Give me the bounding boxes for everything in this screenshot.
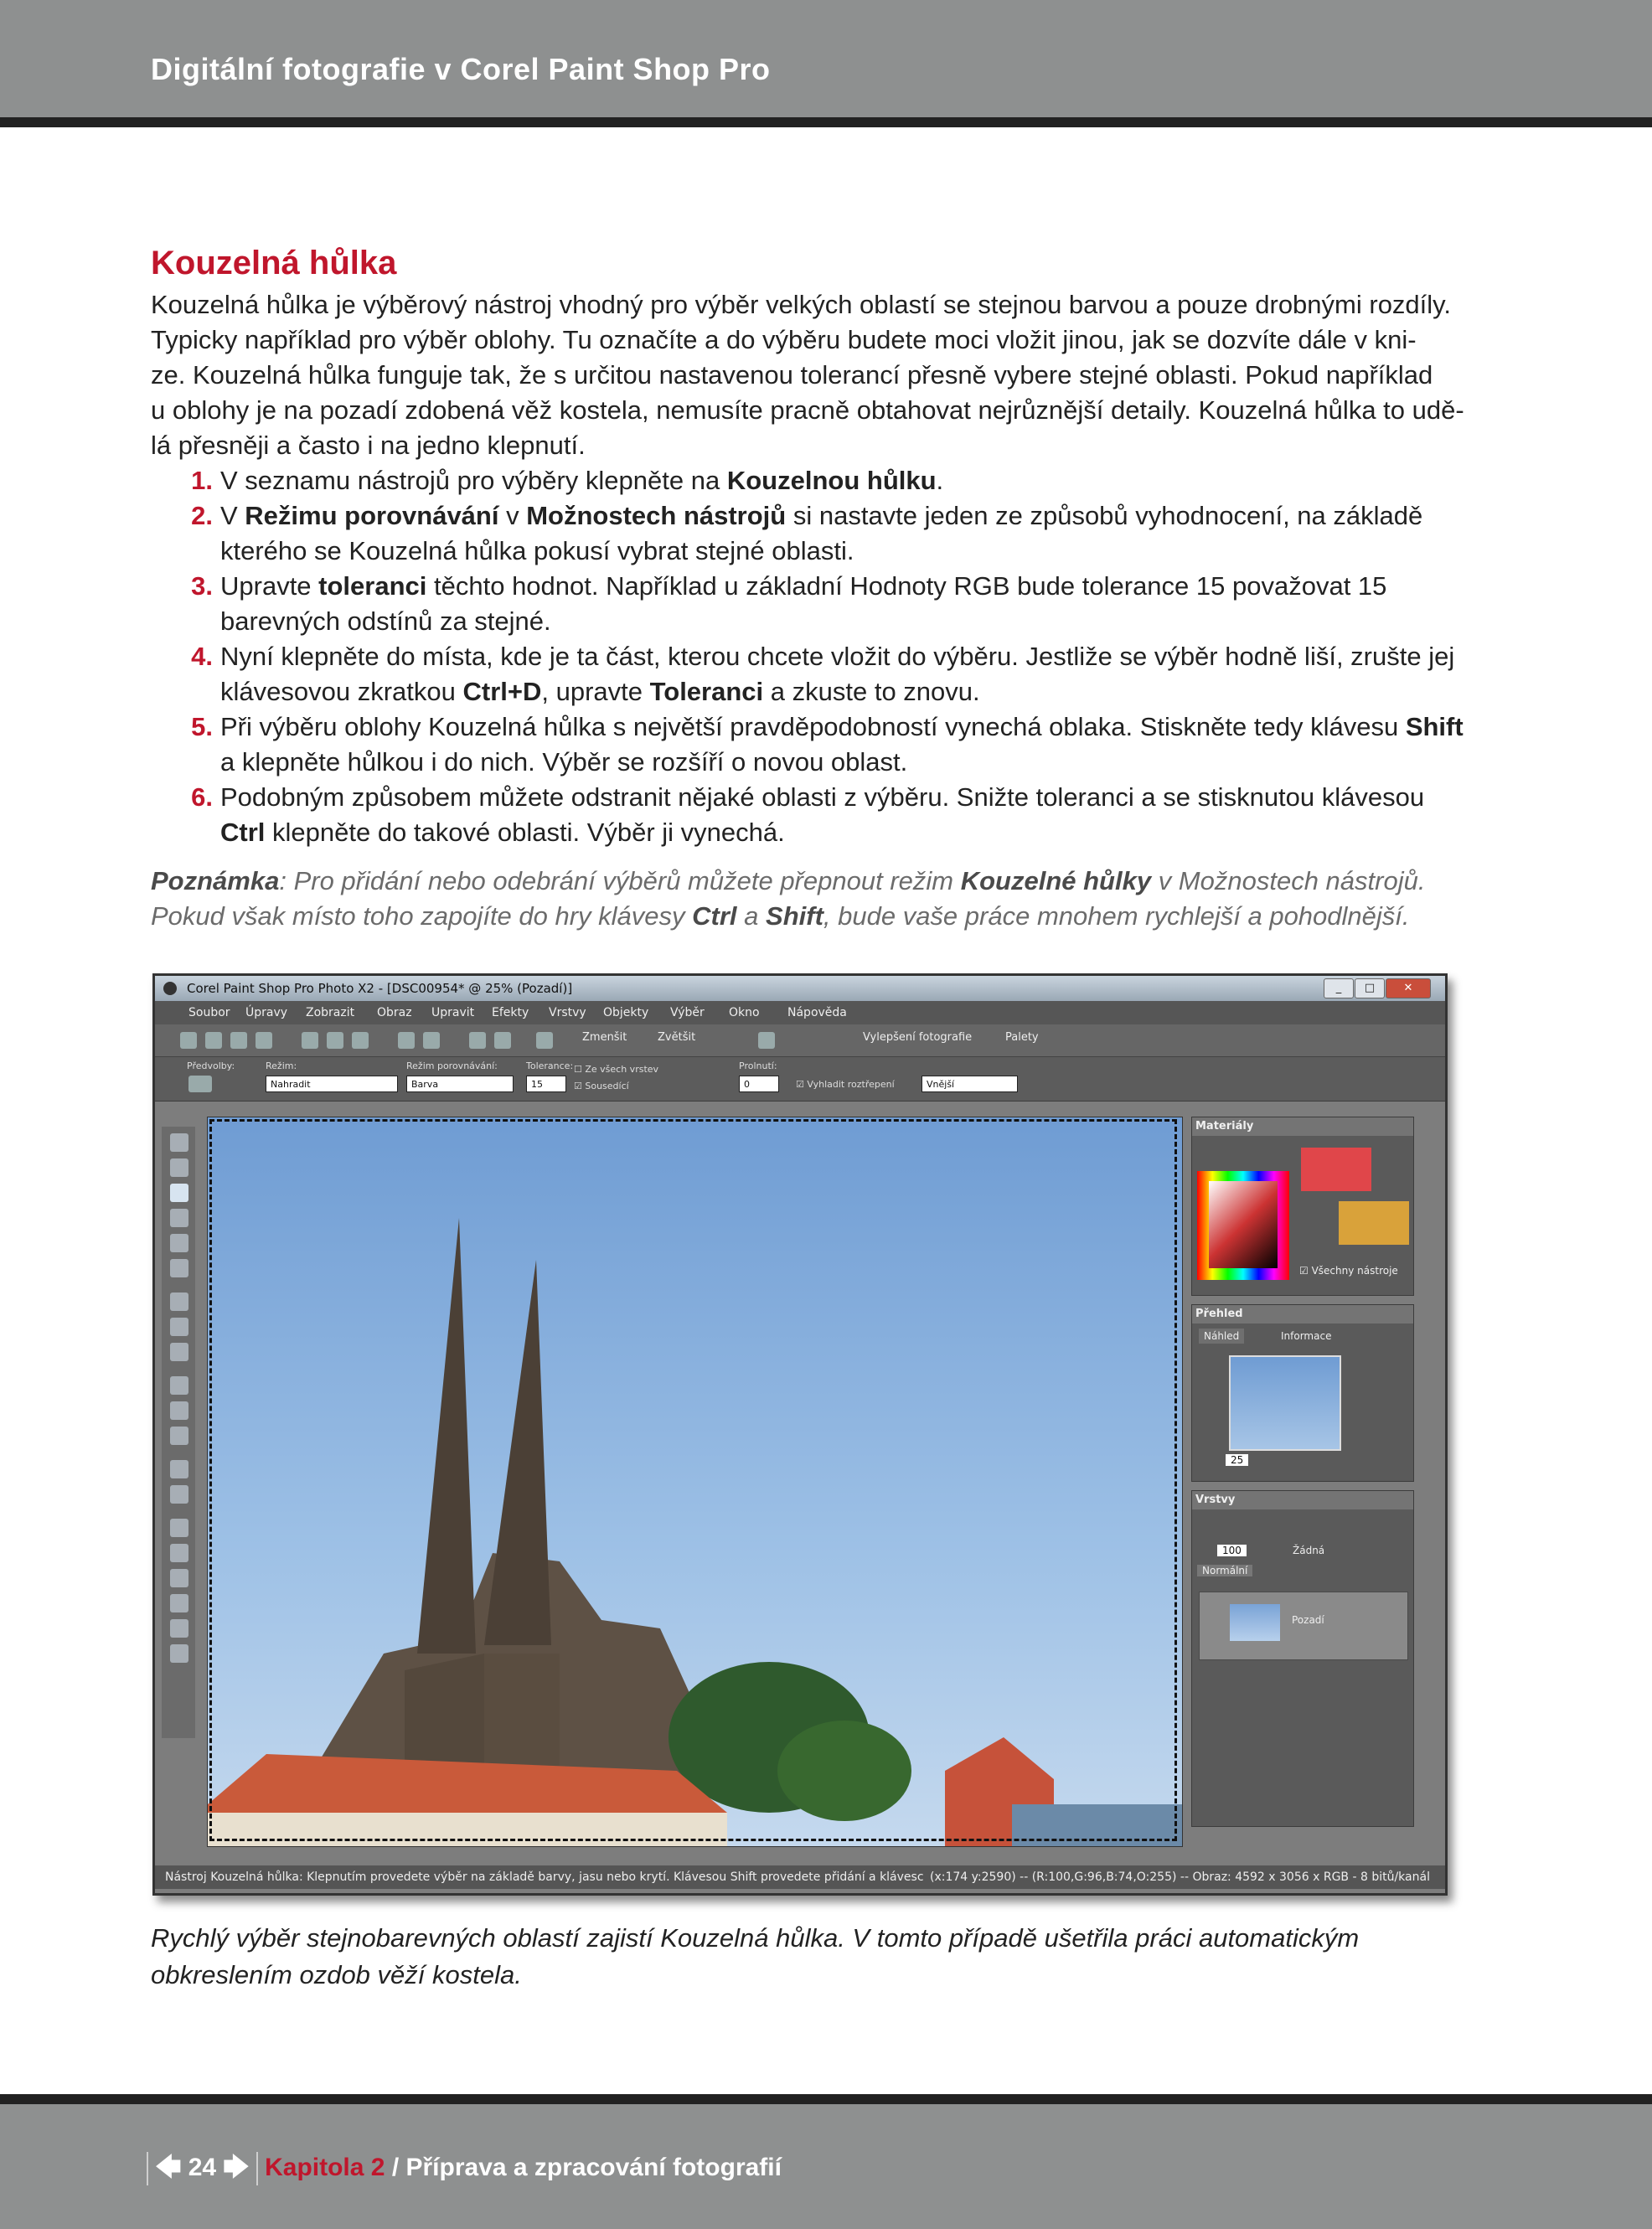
pan-tool-icon[interactable] [170, 1133, 188, 1152]
all-layers-checkbox[interactable]: ☐ Ze všech vrstev [574, 1064, 659, 1075]
step-keyword: Možnostech nástrojů [526, 501, 787, 530]
caption-line: obkreslením ozdob věží kostela. [151, 1960, 522, 1989]
footer-divider [147, 2152, 148, 2185]
status-coordinates: (x:174 y:2590) -- (R:100,G:96,B:74,O:255) -- Obraz: 4592 x 3056 x RGB - 8 bitů/kanál [930, 1870, 1430, 1884]
step-keyword: Ctrl+D [462, 677, 542, 706]
book-title: Digitální fotografie v Corel Paint Shop Pro [151, 52, 771, 86]
step-item [151, 463, 1508, 498]
new-file-icon[interactable] [180, 1032, 197, 1049]
materials-title: Materiály [1192, 1117, 1413, 1136]
menu-item[interactable]: Zobrazit [306, 1006, 355, 1019]
deform-tool-icon[interactable] [170, 1644, 188, 1663]
mode-label: Režim: [266, 1060, 297, 1071]
close-icon[interactable]: ✕ [1386, 978, 1431, 998]
minimize-icon[interactable]: _ [1324, 978, 1354, 998]
section-heading: Kouzelná hůlka [151, 245, 397, 281]
intro-line: Typicky například pro výběr oblohy. Tu označíte a do výběru budete moci vložit jinou, jak se dozvíte dále v kni- [151, 325, 1417, 354]
step-text: si nastavte jeden ze způsobů vyhodnocení, na základě [786, 501, 1423, 530]
header-rule [0, 117, 1652, 127]
contiguous-checkbox[interactable]: ☑ Sousedící [574, 1081, 629, 1091]
status-bar [155, 1865, 1445, 1889]
note-text: , bude vaše práce mnohem rychlejší a pohodlnější. [823, 901, 1410, 931]
step-text: V seznamu nástrojů pro výběry klepněte na [220, 466, 727, 495]
intro-line: u oblohy je na pozadí zdobená věž kostela, nemusíte pracně obtahovat nejrůznější detaily. Kouzelná hůlka to udě- [151, 395, 1464, 425]
note-text: : Pro přidání nebo odebrání výběrů můžete přepnout režim [279, 866, 961, 895]
open-icon[interactable] [205, 1032, 222, 1049]
red-eye-tool-icon[interactable] [170, 1293, 188, 1311]
footer-divider [256, 2152, 258, 2185]
pen-tool-icon[interactable] [170, 1594, 188, 1612]
note-text: a [736, 901, 767, 931]
step-text: Podobným způsobem můžete odstranit nějaké oblasti z výběru. Snižte toleranci a se stisknutou klávesou [220, 782, 1425, 812]
fill-tool-icon[interactable] [170, 1485, 188, 1504]
menu-item[interactable]: Výběr [670, 1006, 705, 1019]
window-titlebar [155, 976, 1445, 1001]
step-text: Nyní klepněte do místa, kde je ta část, kterou chcete vložit do výběru. Jestliže se výběr hodně liší, zrušte jej [220, 642, 1455, 671]
image-canvas[interactable] [207, 1117, 1183, 1847]
match-mode-select[interactable]: Barva [406, 1076, 514, 1092]
menu-item[interactable]: Efekty [492, 1006, 529, 1019]
step-text: , upravte [541, 677, 650, 706]
selection-marquee [209, 1119, 1177, 1841]
note-keyword: Kouzelné hůlky [960, 866, 1152, 895]
intro-line: ze. Kouzelná hůlka funguje tak, že s určitou nastavenou tolerancí přesně vybere stejné oblasti. Pokud například [151, 360, 1433, 390]
menu-item[interactable]: Nápověda [787, 1006, 847, 1019]
all-tools-label: Všechny nástroje [1311, 1265, 1398, 1277]
eraser-tool-icon[interactable] [170, 1460, 188, 1478]
step-text: a zkuste to znovu. [763, 677, 980, 706]
color-picker-square[interactable] [1209, 1181, 1278, 1268]
paste-icon[interactable] [352, 1032, 369, 1049]
step-keyword: Ctrl [220, 818, 266, 847]
foreground-swatch[interactable] [1301, 1148, 1371, 1191]
status-hint: Nástroj Kouzelná hůlka: Klepnutím provedete výběr na základě barvy, jasu nebo krytí. Klávesou Shift provedete přidání a klávesc [165, 1870, 924, 1884]
layer-thumbnail [1230, 1604, 1280, 1641]
tolerance-label: Tolerance: [526, 1060, 574, 1071]
step-text: a klepněte hůlkou i do nich. Výběr se rozšíří o novou oblast. [220, 747, 908, 777]
print-icon[interactable] [469, 1032, 486, 1049]
caption-line: Rychlý výběr stejnobarevných oblastí zajistí Kouzelná hůlka. V tomto případě ušetřila práci automatickým [151, 1923, 1360, 1953]
feather-label: Prolnutí: [739, 1060, 777, 1071]
shape-tool-icon[interactable] [170, 1569, 188, 1587]
browse-icon[interactable] [230, 1032, 247, 1049]
feather-stepper[interactable]: 0 [739, 1076, 779, 1092]
overview-title: Přehled [1192, 1305, 1413, 1323]
step-number: 2. [191, 501, 213, 530]
menu-item[interactable]: Soubor [188, 1006, 230, 1019]
step-number: 4. [191, 642, 213, 671]
antialias-label: Vyhladit roztřepení [807, 1079, 895, 1090]
main-toolbar [155, 1024, 1445, 1057]
lighten-tool-icon[interactable] [170, 1427, 188, 1445]
step-item [151, 780, 1508, 850]
zoom-stepper[interactable]: 25 [1226, 1454, 1248, 1466]
antialias-select[interactable]: Vnější [922, 1076, 1018, 1092]
intro-line: Kouzelná hůlka je výběrový nástroj vhodný pro výběr velkých oblastí se stejnou barvou a pouze drobnými rozdíly. [151, 290, 1451, 319]
step-keyword: Kouzelnou hůlku [726, 466, 937, 495]
paint-brush-tool-icon[interactable] [170, 1376, 188, 1395]
step-number: 5. [191, 712, 213, 741]
note-text: v Možnostech nástrojů. [1151, 866, 1426, 895]
copy-icon[interactable] [327, 1032, 343, 1049]
maximize-icon[interactable]: □ [1355, 978, 1385, 998]
all-tools-checkbox[interactable]: ☑ Všechny nástroje [1299, 1265, 1398, 1277]
photo-enhance-menu[interactable]: Vylepšení fotografie [863, 1031, 973, 1044]
layers-panel [1191, 1490, 1414, 1827]
undo-icon[interactable] [398, 1032, 415, 1049]
note-keyword: Ctrl [692, 901, 737, 931]
blend-mode-select[interactable]: Normální [1197, 1565, 1252, 1576]
overview-thumbnail[interactable] [1229, 1355, 1341, 1451]
footer-slash: / [391, 2154, 400, 2181]
step-item [151, 498, 1508, 569]
menu-item[interactable]: Obraz [377, 1006, 412, 1019]
clone-tool-icon[interactable] [170, 1343, 188, 1361]
redo-icon[interactable] [423, 1032, 440, 1049]
tolerance-stepper[interactable]: 15 [526, 1076, 566, 1092]
menu-item[interactable]: Okno [729, 1006, 760, 1019]
scan-icon[interactable] [494, 1032, 511, 1049]
step-keyword: Toleranci [649, 677, 764, 706]
prev-page-arrow-icon[interactable]: 🡄 [155, 2154, 182, 2181]
step-item [151, 709, 1508, 780]
zoom-in-button[interactable]: Zvětšit [658, 1031, 696, 1044]
chapter-label: Kapitola 2 [265, 2154, 385, 2181]
intro-line: lá přesněji a často i na jedno klepnutí. [151, 431, 586, 460]
menu-bar [155, 1001, 1445, 1024]
palettes-menu[interactable]: Palety [1005, 1031, 1039, 1044]
step-number: 6. [191, 782, 213, 812]
menu-item[interactable]: Objekty [603, 1006, 649, 1019]
step-text: Při výběru oblohy Kouzelná hůlka s největší pravděpodobností vynechá oblaka. Stiskněte tedy klávesu [220, 712, 1406, 741]
footer [147, 2149, 782, 2187]
step-list [151, 463, 1508, 850]
step-text: v [498, 501, 527, 530]
figure-caption [151, 1920, 1508, 1994]
mode-select[interactable]: Nahradit [266, 1076, 398, 1092]
all-layers-label: Ze všech vrstev [585, 1064, 659, 1075]
note-label: Poznámka [151, 866, 280, 895]
note-keyword: Shift [766, 901, 823, 931]
magic-wand-tool-icon[interactable] [170, 1184, 188, 1202]
layers-title: Vrstvy [1192, 1491, 1413, 1509]
step-keyword: Režimu porovnávání [245, 501, 499, 530]
menu-item[interactable]: Úpravy [245, 1006, 288, 1019]
tools-palette [162, 1127, 195, 1738]
menu-item[interactable]: Vrstvy [549, 1006, 586, 1019]
layer-row[interactable] [1199, 1592, 1408, 1660]
save-icon[interactable] [256, 1032, 272, 1049]
step-text: Upravte [220, 571, 319, 601]
magic-wand-preset-icon[interactable] [188, 1076, 212, 1092]
overview-panel [1191, 1304, 1414, 1482]
chapter-title: Příprava a zpracování fotografií [405, 2154, 782, 2181]
step-keyword: Shift [1405, 712, 1464, 741]
materials-panel [1191, 1117, 1414, 1296]
intro-paragraph [151, 287, 1508, 463]
opacity-field[interactable]: 100 [1217, 1545, 1247, 1556]
footer-rule [0, 2094, 1652, 2104]
text-tool-icon[interactable] [170, 1544, 188, 1562]
app-icon [163, 982, 177, 995]
app-screenshot [152, 973, 1448, 1896]
presets-label: Předvolby: [187, 1060, 235, 1071]
tab-preview[interactable]: Náhled [1199, 1329, 1244, 1344]
step-text: . [936, 466, 944, 495]
menu-item[interactable]: Upravit [431, 1006, 475, 1019]
mask-label: Žádná [1293, 1545, 1325, 1556]
straighten-tool-icon[interactable] [170, 1259, 188, 1277]
step-item [151, 569, 1508, 639]
main-content [151, 245, 1508, 934]
pick-tool-icon[interactable] [170, 1158, 188, 1177]
contiguous-label: Sousedící [585, 1081, 629, 1091]
step-text: barevných odstínů za stejné. [220, 606, 551, 636]
step-text: těchto hodnot. Například u základní Hodnoty RGB bude tolerance 15 považovat 15 [426, 571, 1387, 601]
step-text: kterého se Kouzelná hůlka pokusí vybrat stejné oblasti. [220, 536, 854, 565]
next-page-arrow-icon[interactable]: 🡆 [223, 2154, 250, 2181]
warp-tool-icon[interactable] [170, 1619, 188, 1638]
tool-options-bar [155, 1057, 1445, 1102]
note-text: Pokud však místo toho zapojíte do hry klávesy [151, 901, 693, 931]
cut-icon[interactable] [302, 1032, 318, 1049]
note-paragraph [151, 864, 1508, 934]
match-mode-label: Režim porovnávání: [406, 1060, 498, 1071]
makeover-tool-icon[interactable] [170, 1318, 188, 1336]
learning-center-icon[interactable] [758, 1032, 775, 1049]
antialias-checkbox[interactable]: ☑ Vyhladit roztřepení [796, 1079, 895, 1090]
step-number: 3. [191, 571, 213, 601]
window-title: Corel Paint Shop Pro Photo X2 - [DSC00954* @ 25% (Pozadí)] [187, 981, 573, 996]
tab-info[interactable]: Informace [1281, 1330, 1332, 1342]
page-number: 24 [188, 2154, 217, 2181]
crop-tool-icon[interactable] [170, 1234, 188, 1252]
step-text: klepněte do takové oblasti. Výběr ji vynechá. [265, 818, 785, 847]
airbrush-tool-icon[interactable] [170, 1401, 188, 1420]
picture-tube-tool-icon[interactable] [170, 1519, 188, 1537]
step-keyword: toleranci [318, 571, 427, 601]
layer-name: Pozadí [1292, 1614, 1324, 1626]
dropper-tool-icon[interactable] [170, 1209, 188, 1227]
background-swatch[interactable] [1339, 1201, 1409, 1245]
zoom-out-button[interactable]: Zmenšit [582, 1031, 627, 1044]
step-text: klávesovou zkratkou [220, 677, 463, 706]
step-number: 1. [191, 466, 213, 495]
step-item [151, 639, 1508, 709]
info-icon[interactable] [536, 1032, 553, 1049]
step-text: V [220, 501, 245, 530]
